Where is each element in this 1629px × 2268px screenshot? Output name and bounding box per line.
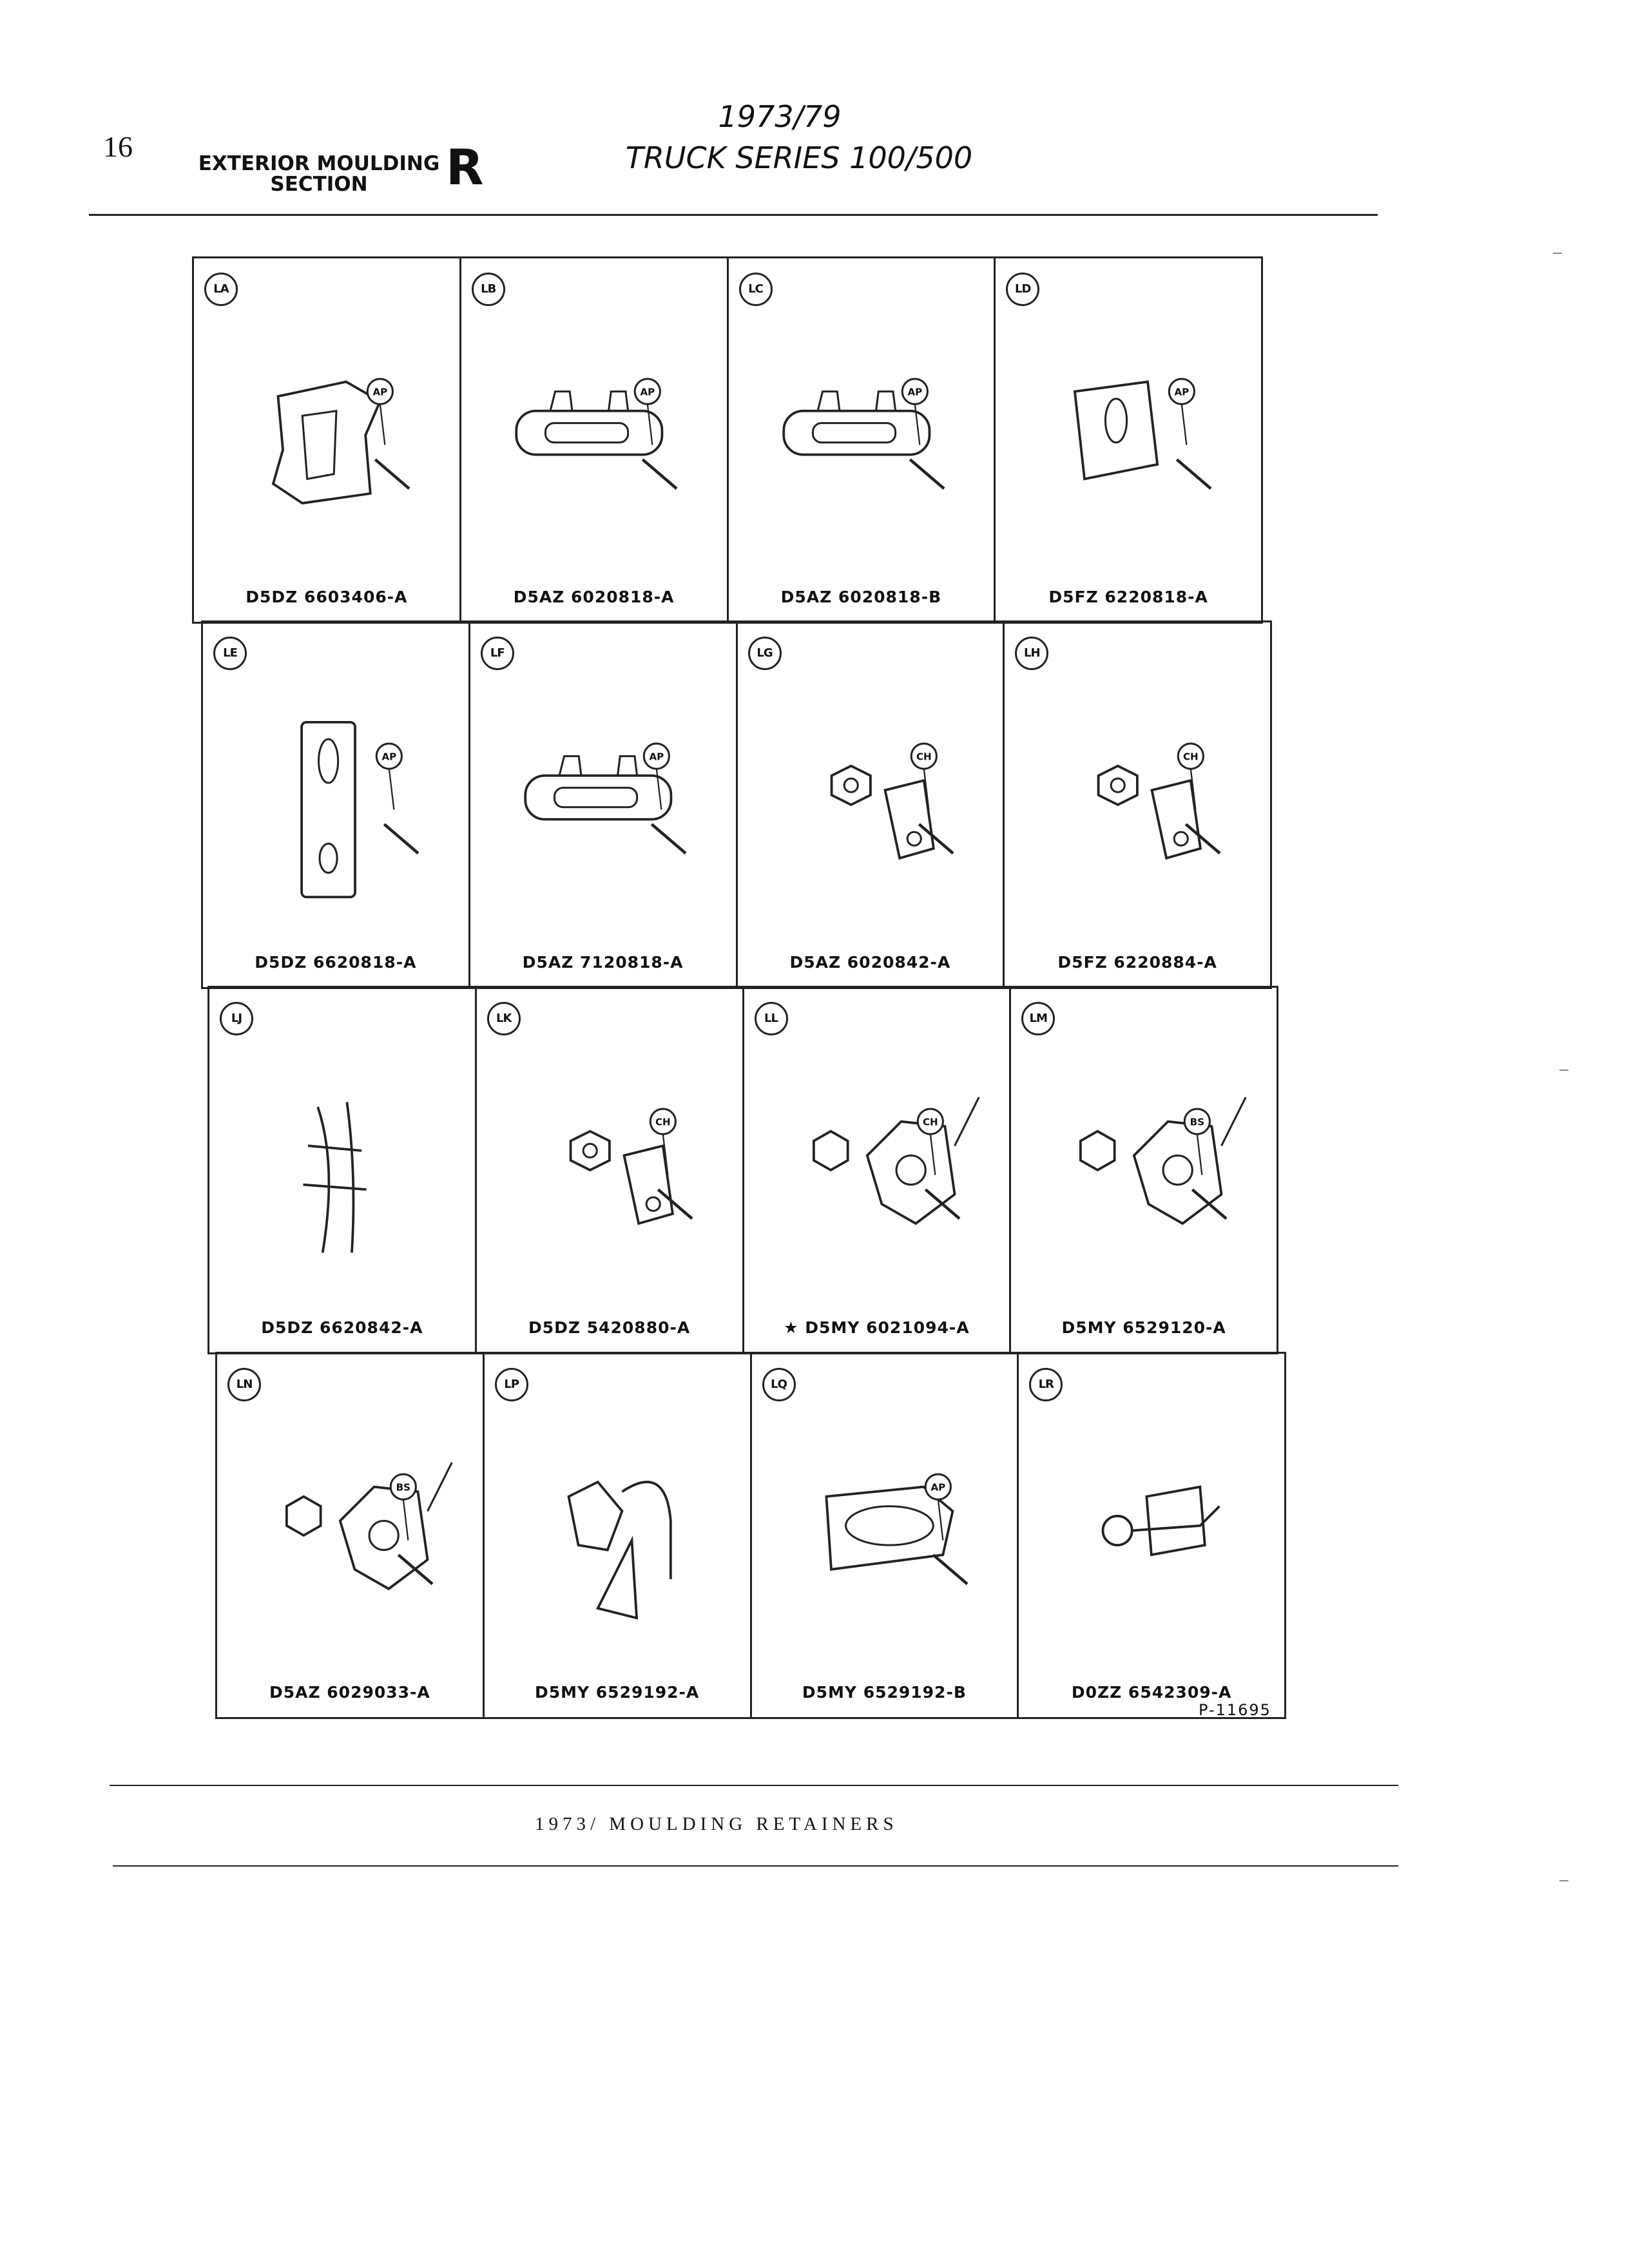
part-number: D5FZ 6220818-A	[1048, 588, 1208, 606]
part-cell	[738, 622, 1005, 987]
part-illustration	[770, 1039, 984, 1301]
part-drawing	[1030, 674, 1244, 936]
part-reference-badge: LN	[227, 1368, 261, 1401]
part-cell	[744, 988, 1012, 1352]
part-illustration	[1030, 674, 1244, 936]
part-reference-badge: LC	[739, 273, 773, 306]
figure-code: P-11695	[1199, 1701, 1271, 1719]
part-drawing	[510, 1405, 724, 1666]
part-cell	[194, 258, 461, 622]
part-reference-badge: LP	[495, 1368, 528, 1401]
section-heading	[184, 153, 454, 195]
svg-text:BS: BS	[1190, 1116, 1205, 1128]
part-number: D5AZ 7120818-A	[522, 953, 684, 972]
part-cell	[752, 1354, 1019, 1717]
part-illustration	[503, 1039, 717, 1301]
part-drawing	[770, 1039, 984, 1301]
svg-text:AP: AP	[1174, 386, 1190, 398]
part-number: D0ZZ 6542309-A	[1071, 1683, 1232, 1702]
part-number: D5DZ 6620842-A	[261, 1318, 423, 1337]
svg-text:CH: CH	[916, 751, 932, 763]
footer-rule-top	[110, 1785, 1398, 1786]
svg-text:AP: AP	[930, 1481, 945, 1494]
svg-text:CH: CH	[922, 1116, 938, 1128]
part-illustration	[229, 674, 443, 936]
part-reference-badge: LA	[204, 273, 238, 306]
part-cell	[203, 622, 470, 987]
part-illustration	[510, 1405, 724, 1666]
parts-row	[201, 620, 1272, 989]
part-drawing	[235, 1039, 449, 1301]
part-cell	[477, 988, 744, 1352]
part-cell	[217, 1354, 485, 1717]
part-illustration	[778, 1405, 992, 1666]
part-cell	[1019, 1354, 1284, 1717]
part-drawing	[503, 1039, 717, 1301]
part-drawing	[1045, 1405, 1258, 1666]
part-number: D5MY 6529192-B	[802, 1683, 967, 1702]
footer-caption: 1973/ MOULDING RETAINERS	[535, 1814, 898, 1834]
part-drawing	[1021, 310, 1235, 570]
part-illustration	[1037, 1039, 1251, 1301]
part-number: D5DZ 6603406-A	[246, 588, 408, 606]
part-number: D5DZ 6620818-A	[255, 953, 417, 972]
part-drawing	[1037, 1039, 1251, 1301]
part-reference-badge: LG	[748, 637, 782, 670]
part-reference-badge: LL	[755, 1002, 788, 1035]
part-cell	[209, 988, 477, 1352]
part-reference-badge: LR	[1029, 1368, 1063, 1401]
part-drawing	[487, 310, 701, 570]
model-years: 1973/79	[718, 99, 842, 134]
part-illustration	[235, 1039, 449, 1301]
part-illustration	[764, 674, 978, 936]
part-illustration	[1021, 310, 1235, 570]
part-number: D5MY 6529120-A	[1061, 1318, 1226, 1337]
part-drawing	[220, 310, 434, 570]
svg-text:CH: CH	[1183, 751, 1199, 763]
svg-text:BS: BS	[396, 1481, 410, 1494]
footer-rule-bottom	[113, 1865, 1398, 1867]
part-number: ★ D5MY 6021094-A	[784, 1318, 970, 1337]
part-illustration	[496, 674, 710, 936]
part-reference-badge: LD	[1006, 273, 1039, 306]
part-reference-badge: LF	[481, 637, 514, 670]
part-illustration	[1045, 1405, 1258, 1666]
part-number: D5AZ 6020818-B	[780, 588, 942, 606]
part-illustration	[487, 310, 701, 570]
part-reference-badge: LM	[1021, 1002, 1055, 1035]
part-reference-badge: LQ	[762, 1368, 796, 1401]
part-illustration	[220, 310, 434, 570]
part-number: D5MY 6529192-A	[534, 1683, 700, 1702]
section-heading-line2: SECTION	[270, 173, 368, 196]
part-number: D5AZ 6020818-A	[513, 588, 675, 606]
part-cell	[485, 1354, 752, 1717]
part-cell	[1005, 622, 1270, 987]
part-reference-badge: LJ	[220, 1002, 253, 1035]
part-cell	[729, 258, 996, 622]
part-number: D5DZ 5420880-A	[528, 1318, 691, 1337]
part-drawing	[764, 674, 978, 936]
scan-speck	[1559, 1880, 1568, 1881]
svg-text:AP: AP	[372, 386, 388, 398]
svg-text:AP: AP	[649, 751, 664, 763]
truck-series-title: TRUCK SERIES 100/500	[625, 140, 973, 175]
part-reference-badge: LH	[1015, 637, 1048, 670]
svg-text:AP: AP	[640, 386, 655, 398]
part-drawing	[243, 1405, 457, 1666]
section-letter: R	[446, 139, 484, 196]
part-illustration	[243, 1405, 457, 1666]
section-heading-line1: EXTERIOR MOULDING	[198, 152, 440, 175]
part-number: D5AZ 6029033-A	[269, 1683, 430, 1702]
part-number: D5AZ 6020842-A	[789, 953, 951, 972]
part-cell	[461, 258, 729, 622]
svg-text:AP: AP	[907, 386, 922, 398]
part-drawing	[496, 674, 710, 936]
svg-text:CH: CH	[655, 1116, 671, 1128]
scan-speck	[1553, 253, 1562, 254]
part-cell	[996, 258, 1261, 622]
parts-row	[207, 986, 1278, 1354]
scan-speck	[1559, 1070, 1568, 1071]
part-reference-badge: LB	[472, 273, 505, 306]
part-number: D5FZ 6220884-A	[1057, 953, 1217, 972]
part-cell	[1011, 988, 1277, 1352]
parts-row	[215, 1352, 1286, 1719]
part-drawing	[229, 674, 443, 936]
page-number: 16	[103, 130, 133, 163]
parts-row	[192, 256, 1263, 624]
part-drawing	[778, 1405, 992, 1666]
part-cell	[470, 622, 738, 987]
part-illustration	[755, 310, 969, 570]
svg-text:AP: AP	[381, 751, 397, 763]
part-drawing	[755, 310, 969, 570]
part-reference-badge: LE	[213, 637, 247, 670]
part-reference-badge: LK	[487, 1002, 521, 1035]
header-rule	[89, 214, 1378, 216]
